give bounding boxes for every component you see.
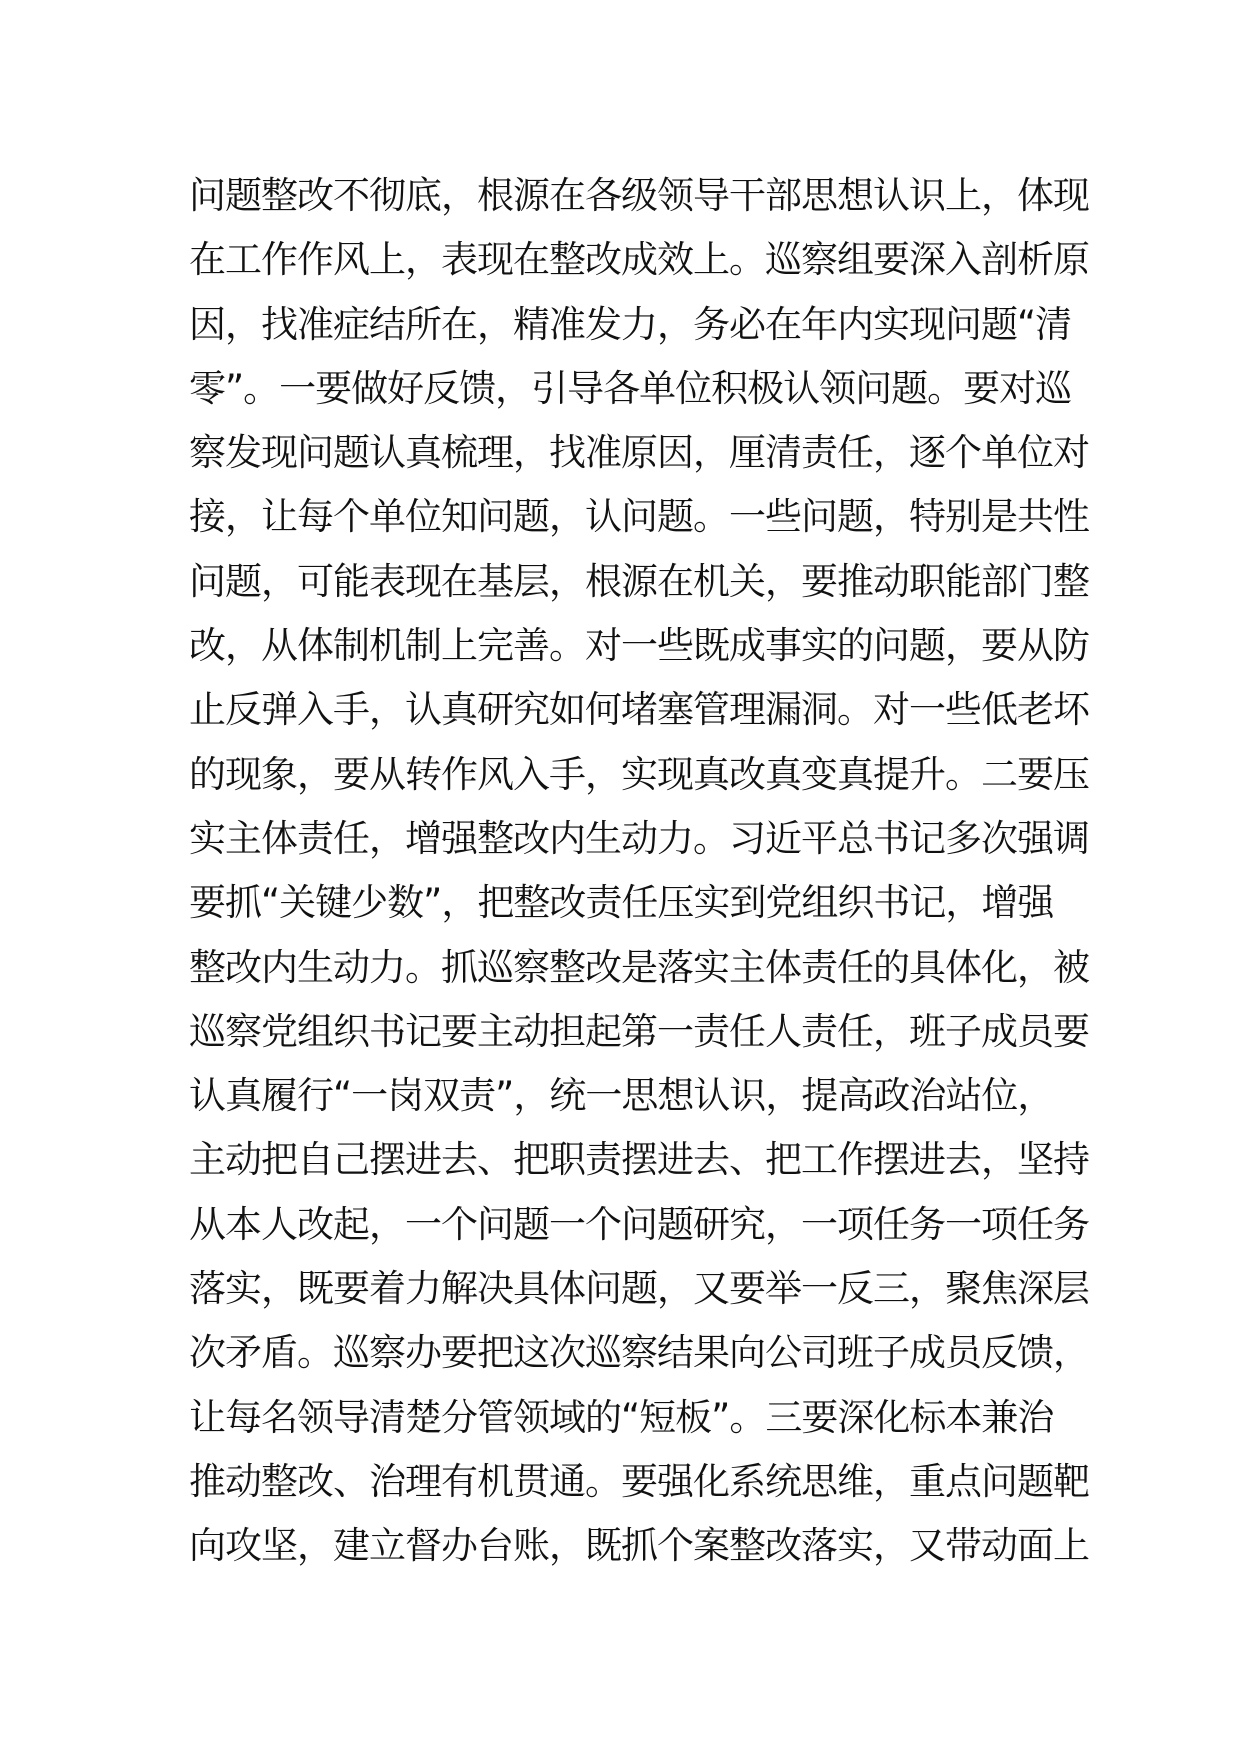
text-line: 次矛盾。巡察办要把这次巡察结果向公司班子成员反馈， (189, 1331, 1089, 1375)
text-line: 因，找准症结所在，精准发力，务必在年内实现问题“清 (189, 302, 1072, 346)
text-line: 问题，可能表现在基层，根源在机关，要推动职能部门整 (189, 559, 1089, 603)
text-line: 巡察党组织书记要主动担起第一责任人责任，班子成员要 (189, 1009, 1089, 1053)
text-line: 实主体责任，增强整改内生动力。习近平总书记多次强调 (189, 816, 1089, 860)
text-line: 推动整改、治理有机贯通。要强化系统思维，重点问题靶 (189, 1459, 1089, 1503)
text-line: 要抓“关键少数”，把整改责任压实到党组织书记，增强 (189, 881, 1054, 925)
text-line: 止反弹入手，认真研究如何堵塞管理漏洞。对一些低老坏 (189, 688, 1089, 732)
text-line: 问题整改不彻底，根源在各级领导干部思想认识上，体现 (189, 174, 1089, 217)
text-line: 接，让每个单位知问题，认问题。一些问题，特别是共性 (189, 495, 1089, 539)
text-line: 改，从体制机制上完善。对一些既成事实的问题，要从防 (189, 624, 1089, 668)
text-line: 主动把自己摆进去、把职责摆进去、把工作摆进去，坚持 (189, 1138, 1089, 1182)
body-paragraph (189, 164, 1089, 1579)
text-line: 零”。一要做好反馈，引导各单位积极认领问题。要对巡 (189, 366, 1072, 410)
text-line: 落实，既要着力解决具体问题，又要举一反三，聚焦深层 (189, 1267, 1089, 1311)
text-line: 从本人改起，一个问题一个问题研究，一项任务一项任务 (189, 1202, 1089, 1246)
text-line: 的现象，要从转作风入手，实现真改真变真提升。二要压 (189, 752, 1089, 796)
text-line: 认真履行“一岗双责”，统一思想认识，提高政治站位， (189, 1074, 1054, 1118)
text-line: 在工作作风上，表现在整改成效上。巡察组要深入剖析原 (189, 238, 1089, 282)
text-line: 察发现问题认真梳理，找准原因，厘清责任，逐个单位对 (189, 431, 1089, 475)
text-line: 整改内生动力。抓巡察整改是落实主体责任的具体化，被 (189, 945, 1089, 989)
text-line: 让每名领导清楚分管领域的“短板”。三要深化标本兼治 (189, 1395, 1054, 1439)
text-line: 向攻坚，建立督办台账，既抓个案整改落实，又带动面上 (189, 1524, 1089, 1568)
